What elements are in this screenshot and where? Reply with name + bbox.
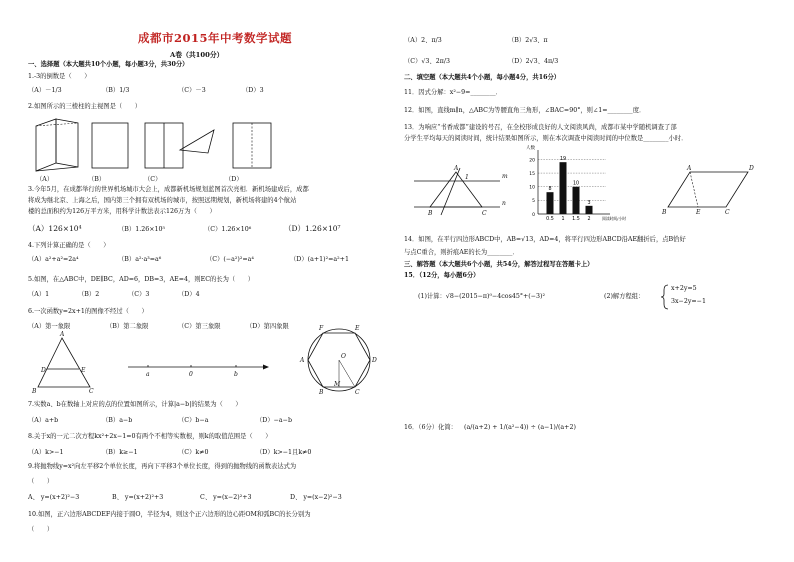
q8-option-a: （A）k>−1 — [28, 449, 64, 456]
q10-option-c: （C）√3、2π/3 — [404, 58, 450, 65]
q5-option-d: （D）4 — [178, 291, 200, 298]
chart-y-label: 人数 — [526, 146, 535, 151]
chart-x-tick-label: 1.5 — [572, 217, 580, 222]
q3-option-d: （D）1.26×10⁷ — [284, 224, 341, 233]
section-solve-heading: 三、解答题（本大题共6个小题，共54分，解答过程写在答题卡上） — [404, 261, 594, 268]
chart-data-label: 10 — [572, 181, 580, 187]
figures-q5-q7-q10 — [28, 0, 392, 562]
q5-stem: 5.如图，在△ABC中，DE∥BC，AD=6，DB=3，AE=4，则EC的长为（ ） — [28, 276, 255, 283]
fig5-label-e: E — [81, 367, 86, 374]
fig10-label-m: M — [334, 381, 341, 388]
fig5-label-b: B — [32, 388, 37, 395]
fig10-label-c: C — [355, 389, 360, 396]
chart-x-label: 阅读时间/小时 — [602, 216, 627, 221]
fig5-label-d: D — [41, 367, 46, 374]
fig10-label-o: O — [341, 353, 346, 360]
q7-option-c: （C）b−a — [178, 417, 209, 424]
system-brace — [398, 0, 768, 562]
q6-option-d: （D）第四象限 — [246, 323, 289, 330]
page-title: 成都市2015年中考数学试题 — [138, 31, 293, 45]
fig14-label-b: B — [662, 209, 667, 216]
fig12-label-angle: 1 — [465, 174, 469, 181]
q7-option-b: （B）a−b — [102, 417, 133, 424]
right-column — [398, 0, 768, 562]
q9-line-1: 9.将抛物线y=x²向左平移2个单位长度，再向下平移3个单位长度，得到的抛物线的函数表达式为 — [28, 463, 297, 470]
section-choice-heading: 一、选择题（本大题共10个小题，每小题3分，共30分） — [28, 61, 189, 68]
q13-line-1: 13．为响应“书香成都”建设的号召，在全校形成良好的人文阅读风尚，成都市某中学随机调查了部 — [404, 124, 677, 131]
q9-option-c: C、 y=(x−2)²+3 — [200, 494, 252, 501]
q11-text: 11．因式分解：x²−9=________． — [404, 89, 502, 96]
triangle-figure — [31, 331, 94, 395]
q4-option-a: （A）a²+a²=2a⁴ — [28, 256, 79, 263]
q3-line-2: 将成为继北京、上海之后，国内第三个拥有双机场的城市，按照远期规划，新机场将建的4个航站 — [28, 197, 297, 204]
q15-part-1: (1)计算：√8−(2015−π)⁰−4cos45°+(−3)² — [418, 293, 545, 300]
chart-data-label: 8 — [548, 187, 552, 193]
q8-option-b: （B）k≥−1 — [102, 449, 138, 456]
fig5-label-a: A — [60, 331, 65, 338]
q9-option-d: D、 y=(x−2)²−3 — [290, 494, 342, 501]
q9-option-b: B、 y=(x+2)²+3 — [112, 494, 164, 501]
q15-stem: 15．（12分，每小题6分） — [404, 272, 480, 279]
q9-option-a: A、 y=(x+2)²−3 — [28, 494, 80, 501]
fig14-label-e: E — [696, 209, 701, 216]
q10-paren: （ ） — [28, 526, 54, 533]
q1-option-c: （C）－3 — [178, 87, 206, 94]
fig10-label-f: F — [319, 325, 324, 332]
q2-stem: 2.如图所示的三棱柱的主视图是（ ） — [28, 103, 142, 110]
hexagon-circle-figure — [299, 325, 377, 396]
q2-option-b: （B） — [88, 176, 106, 183]
q1-option-d: （D）3 — [242, 87, 264, 94]
q10-line-1: 10.如图，正六边形ABCDEF内接于圆O，半径为4，则这个正六边形的边心距OM和弧BC的长分别为 — [28, 511, 311, 518]
number-line-figure — [128, 365, 269, 379]
paper-a-label: A卷（共100分） — [170, 51, 224, 59]
chart-data-label: 3 — [587, 200, 591, 206]
left-column — [28, 0, 392, 562]
fig10-label-e: E — [355, 325, 360, 332]
q10-option-a: （A）2、π/3 — [404, 37, 442, 44]
q1-option-a: （A）－1/3 — [28, 87, 62, 94]
q16-label: 16．（6分）化简： — [404, 424, 457, 431]
fig10-label-b: B — [319, 389, 324, 396]
q14-line-2: 与点C重合，则折痕AE的长为________． — [404, 249, 519, 256]
q6-option-a: （A）第一象限 — [28, 323, 71, 330]
q3-line-3: 楼的总面积约为126万平方米，用科学计数法表示126万为（ ） — [28, 208, 216, 215]
q6-option-c: （C）第三象限 — [178, 323, 221, 330]
q5-option-b: （B）2 — [78, 291, 100, 298]
q4-option-d: （D）(a+1)²=a²+1 — [290, 256, 349, 263]
q8-option-c: （C）k≠0 — [178, 449, 209, 456]
fig12-label-m: m — [502, 173, 508, 180]
chart-x-tick-label: 1 — [561, 217, 565, 222]
fig7-label-b: b — [234, 371, 238, 378]
chart-y-tick-label: 0 — [532, 212, 535, 218]
q2-option-a: （A） — [36, 176, 54, 183]
fig10-label-a: A — [300, 357, 305, 364]
q13-line-2: 分学生平均每天的阅读时间，统计结果如图所示，则在本次调查中阅读时间的中位数是________小时． — [404, 135, 688, 142]
fig5-label-c: C — [89, 388, 94, 395]
section-fill-heading: 二、填空题（本大题共4个小题，每小题4分，共16分） — [404, 74, 561, 81]
q2-option-c: （C） — [144, 176, 162, 183]
fig12-label-a: A — [454, 165, 459, 172]
q7-option-a: （A）a+b — [28, 417, 59, 424]
fig14-label-d: D — [749, 165, 754, 172]
q6-option-b: （B）第二象限 — [106, 323, 149, 330]
q3-option-b: （B）1.26×10⁵ — [118, 226, 166, 233]
chart-x-tick-label: 2 — [587, 217, 591, 222]
q12-text: 12．如图，直线m∥n，△ABC为等腰直角三角形，∠BAC=90°，则∠1=________度． — [404, 107, 646, 114]
chart-y-tick-label: 20 — [529, 158, 535, 164]
q15-part-2: (2)解方程组： — [604, 293, 645, 300]
chart-x-tick-label: 0.5 — [546, 217, 554, 222]
chart-y-tick-label: 5 — [532, 199, 535, 205]
q4-stem: 4.下列计算正确的是（ ） — [28, 242, 110, 249]
q4-option-c: （C）(−a²)²=a⁴ — [206, 256, 254, 263]
q3-option-a: （A）126×10⁴ — [28, 224, 82, 233]
q10-option-d: （D）2√3、4π/3 — [508, 58, 559, 65]
fig14-label-a: A — [687, 165, 692, 172]
q8-option-d: （D）k>−1且k≠0 — [256, 449, 312, 456]
fig7-label-a: a — [146, 371, 150, 378]
q1-option-b: （B）1/3 — [102, 87, 130, 94]
fig12-label-b: B — [428, 210, 433, 217]
fig10-label-d: D — [372, 357, 377, 364]
q7-stem: 7.实数a、b在数轴上对应的点的位置如图所示，计算|a−b|的结果为（ ） — [28, 401, 242, 408]
q8-stem: 8.关于x的一元二次方程kx²+2x−1=0有两个不相等实数根，则k的取值范围是（ ） — [28, 433, 272, 440]
q4-option-b: （B）a²·a³=a⁶ — [118, 256, 162, 263]
q1-stem: 1.-3的倒数是（ ） — [28, 73, 91, 80]
q10-option-b: （B）2√3、π — [508, 37, 548, 44]
fig12-label-c: C — [482, 210, 487, 217]
q3-option-c: （C）1.26×10⁶ — [204, 226, 252, 233]
q3-line-1: 3.今年5月，在成都举行的世界机场城市大会上，成都新机场规划蓝图首次亮相．新机场建成后，成都 — [28, 186, 309, 193]
q2-option-d: （D） — [225, 176, 243, 183]
q14-line-1: 14．如图，在平行四边形ABCD中，AB=√13，AD=4，将平行四边形ABCD沿AE翻折后，点B恰好 — [404, 236, 686, 243]
fig14-label-c: C — [725, 209, 730, 216]
q16-expression: (a/(a+2) + 1/(a²−4)) ÷ (a−1)/(a+2) — [464, 424, 576, 431]
q9-paren: （ ） — [28, 478, 54, 485]
q6-stem: 6.一次函数y=2x+1的图像不经过（ ） — [28, 308, 148, 315]
q5-option-c: （C）3 — [128, 291, 150, 298]
q7-option-d: （D）−a−b — [256, 417, 292, 424]
chart-y-tick-label: 10 — [529, 185, 535, 191]
chart-data-label: 19 — [559, 157, 567, 163]
q15-eq-2: 3x−2y=−1 — [671, 298, 706, 305]
q15-eq-1: x+2y=5 — [671, 285, 697, 292]
fig12-label-n: n — [502, 200, 506, 207]
q5-option-a: （A）1 — [28, 291, 50, 298]
chart-y-tick-label: 15 — [529, 171, 535, 177]
fig7-label-zero: 0 — [189, 371, 193, 378]
